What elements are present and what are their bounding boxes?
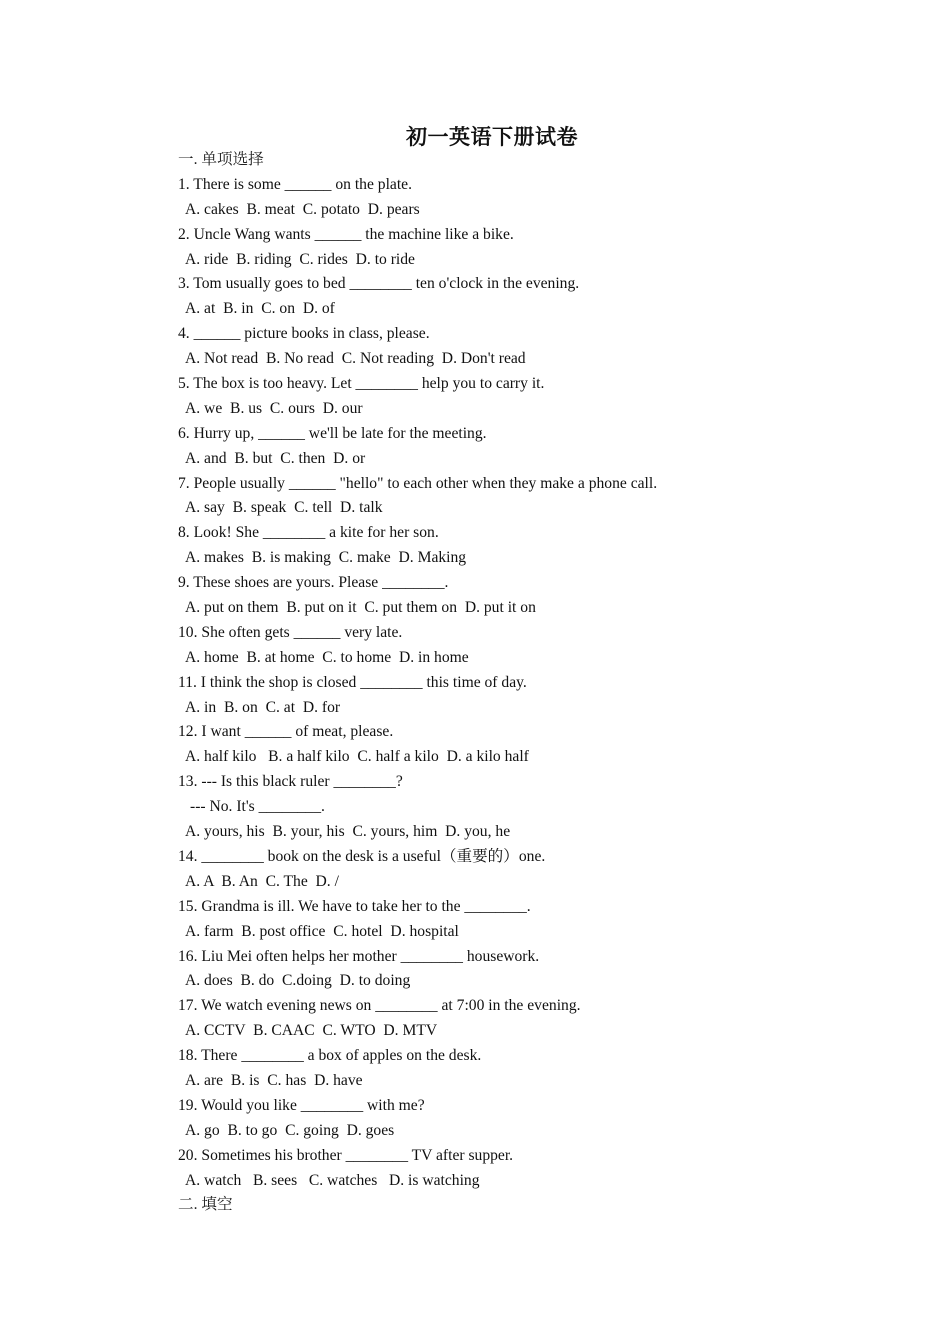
question-text: 14. ________ book on the desk is a useful（重要的）one. bbox=[178, 847, 546, 865]
question-text: 15. Grandma is ill. We have to take her to the ________. bbox=[178, 897, 531, 915]
question-options: A. yours, his B. your, his C. yours, him D. you, he bbox=[185, 823, 511, 841]
question-options: A. cakes B. meat C. potato D. pears bbox=[185, 200, 420, 218]
question-text: 5. The box is too heavy. Let ________ help you to carry it. bbox=[178, 375, 545, 393]
section-heading-fill-in: 二. 填空 bbox=[178, 1196, 233, 1214]
question-options: A. watch B. sees C. watches D. is watching bbox=[185, 1171, 480, 1189]
page-title: 初一英语下册试卷 bbox=[406, 125, 578, 149]
question-text: 4. ______ picture books in class, please. bbox=[178, 325, 430, 343]
question-options: A. and B. but C. then D. or bbox=[185, 449, 366, 467]
exam-content bbox=[178, 148, 898, 1218]
question-options: A. home B. at home C. to home D. in home bbox=[185, 648, 469, 666]
question-text: 20. Sometimes his brother ________ TV after supper. bbox=[178, 1146, 514, 1164]
question-options: A. A B. An C. The D. / bbox=[185, 872, 339, 890]
question-text: 10. She often gets ______ very late. bbox=[178, 623, 403, 641]
question-text: 3. Tom usually goes to bed ________ ten o'clock in the evening. bbox=[178, 275, 580, 293]
question-text: 16. Liu Mei often helps her mother ________ housework. bbox=[178, 947, 540, 965]
question-text: 2. Uncle Wang wants ______ the machine like a bike. bbox=[178, 225, 514, 243]
question-text: 18. There ________ a box of apples on the desk. bbox=[178, 1047, 482, 1065]
question-options: A. Not read B. No read C. Not reading D. Don't read bbox=[185, 350, 526, 368]
question-text: 11. I think the shop is closed ________ this time of day. bbox=[178, 673, 527, 691]
question-options: A. go B. to go C. going D. goes bbox=[185, 1121, 395, 1139]
question-options: A. put on them B. put on it C. put them on D. put it on bbox=[185, 599, 536, 617]
question-text: 19. Would you like ________ with me? bbox=[178, 1096, 425, 1114]
question-text: 17. We watch evening news on ________ at 7:00 in the evening. bbox=[178, 997, 581, 1015]
question-text: 9. These shoes are yours. Please ________. bbox=[178, 574, 449, 592]
question-options: A. does B. do C.doing D. to doing bbox=[185, 972, 411, 990]
question-options: A. in B. on C. at D. for bbox=[185, 698, 341, 716]
question-options: A. makes B. is making C. make D. Making bbox=[185, 549, 467, 567]
question-options: A. say B. speak C. tell D. talk bbox=[185, 499, 383, 517]
question-options: A. half kilo B. a half kilo C. half a kilo D. a kilo half bbox=[185, 748, 529, 766]
question-text: 8. Look! She ________ a kite for her son. bbox=[178, 524, 439, 542]
question-text: 1. There is some ______ on the plate. bbox=[178, 175, 413, 193]
section-heading-multiple-choice: 一. 单项选择 bbox=[178, 151, 264, 168]
question-text: 7. People usually ______ "hello" to each other when they make a phone call. bbox=[178, 474, 658, 492]
question-options: A. farm B. post office C. hotel D. hospital bbox=[185, 922, 459, 940]
question-text: 6. Hurry up, ______ we'll be late for the meeting. bbox=[178, 424, 487, 442]
question-options: A. we B. us C. ours D. our bbox=[185, 399, 363, 417]
question-options: A. at B. in C. on D. of bbox=[185, 300, 335, 318]
question-text: 13. --- Is this black ruler ________? bbox=[178, 773, 403, 791]
question-options: A. ride B. riding C. rides D. to ride bbox=[185, 250, 415, 268]
question-options: A. are B. is C. has D. have bbox=[185, 1071, 363, 1089]
question-text: 12. I want ______ of meat, please. bbox=[178, 723, 394, 741]
question-options: A. CCTV B. CAAC C. WTO D. MTV bbox=[185, 1022, 438, 1040]
question-dialogue-line: --- No. It's ________. bbox=[190, 798, 325, 816]
